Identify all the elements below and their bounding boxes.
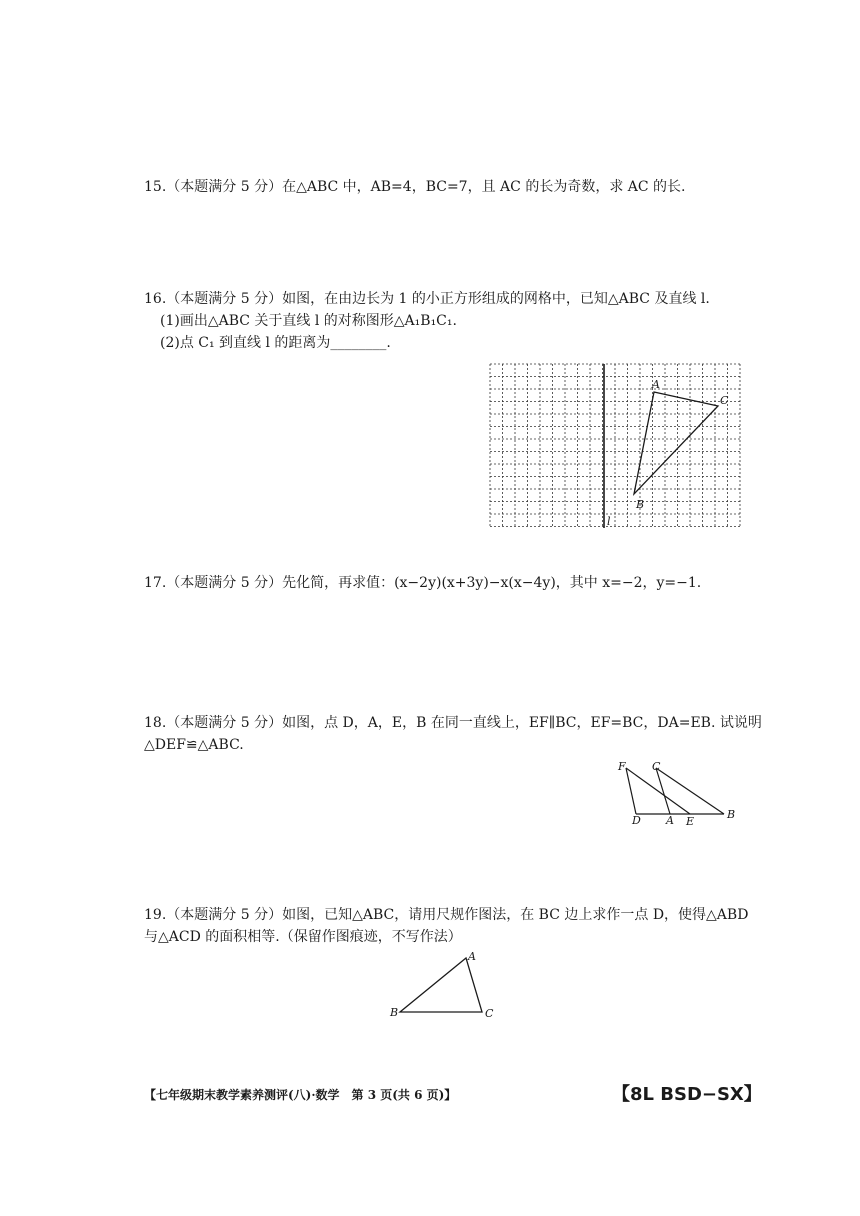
question-16 (144, 288, 710, 354)
question-17-text: 17.（本题满分 5 分）先化简，再求值：(x−2y)(x+3y)−x(x−4y)，其中 x=−2，y=−1. (144, 575, 702, 591)
label-a: A (666, 814, 674, 826)
question-16-part-1: (1)画出△ABC 关于直线 l 的对称图形△A₁B₁C₁. (160, 313, 457, 329)
segment-cb (656, 768, 724, 814)
label-e: E (686, 815, 695, 826)
label-d: D (632, 814, 641, 826)
label-b: B (390, 1006, 399, 1019)
question-18-stem-cont: △DEF≌△ABC. (144, 737, 244, 753)
label-c: C (652, 760, 661, 773)
question-16-part-2: (2)点 C₁ 到直线 l 的距离为________. (160, 335, 391, 351)
footer-code: 【8L BSD−SX】 (612, 1084, 762, 1105)
question-18-figure (612, 756, 742, 826)
question-15 (144, 176, 686, 198)
label-f: F (618, 760, 626, 773)
question-17 (144, 572, 701, 594)
triangle-abc (400, 958, 482, 1012)
label-a: A (652, 378, 660, 391)
triangle-abc (634, 392, 718, 494)
question-15-text: 15.（本题满分 5 分）在△ABC 中，AB=4，BC=7，且 AC 的长为奇数，求 AC 的长. (144, 179, 686, 195)
label-b: B (727, 808, 736, 821)
footer-page-info: 【七年级期末教学素养测评(八)·数学 第 3 页(共 6 页)】 (144, 1088, 457, 1102)
segment-fd (626, 768, 636, 814)
question-19-figure (386, 948, 502, 1024)
question-16-stem: 16.（本题满分 5 分）如图，在由边长为 1 的小正方形组成的网格中，已知△ABC 及直线 l. (144, 291, 710, 307)
question-19-stem-cont: 与△ACD 的面积相等.（保留作图痕迹，不写作法） (144, 929, 462, 945)
label-l: l (607, 515, 611, 528)
label-c: C (720, 394, 729, 407)
question-16-grid-figure (486, 360, 742, 532)
question-19-stem: 19.（本题满分 5 分）如图，已知△ABC，请用尺规作图法，在 BC 边上求作一点 D，使得△ABD (144, 907, 749, 923)
question-18 (144, 712, 762, 756)
label-c: C (485, 1007, 494, 1020)
question-18-stem: 18.（本题满分 5 分）如图，点 D，A，E，B 在同一直线上，EF∥BC，EF=BC，DA=EB. 试说明 (144, 715, 762, 731)
grid-lines (490, 364, 740, 527)
question-19 (144, 904, 748, 948)
label-b: B (636, 498, 645, 511)
label-a: A (468, 950, 476, 963)
